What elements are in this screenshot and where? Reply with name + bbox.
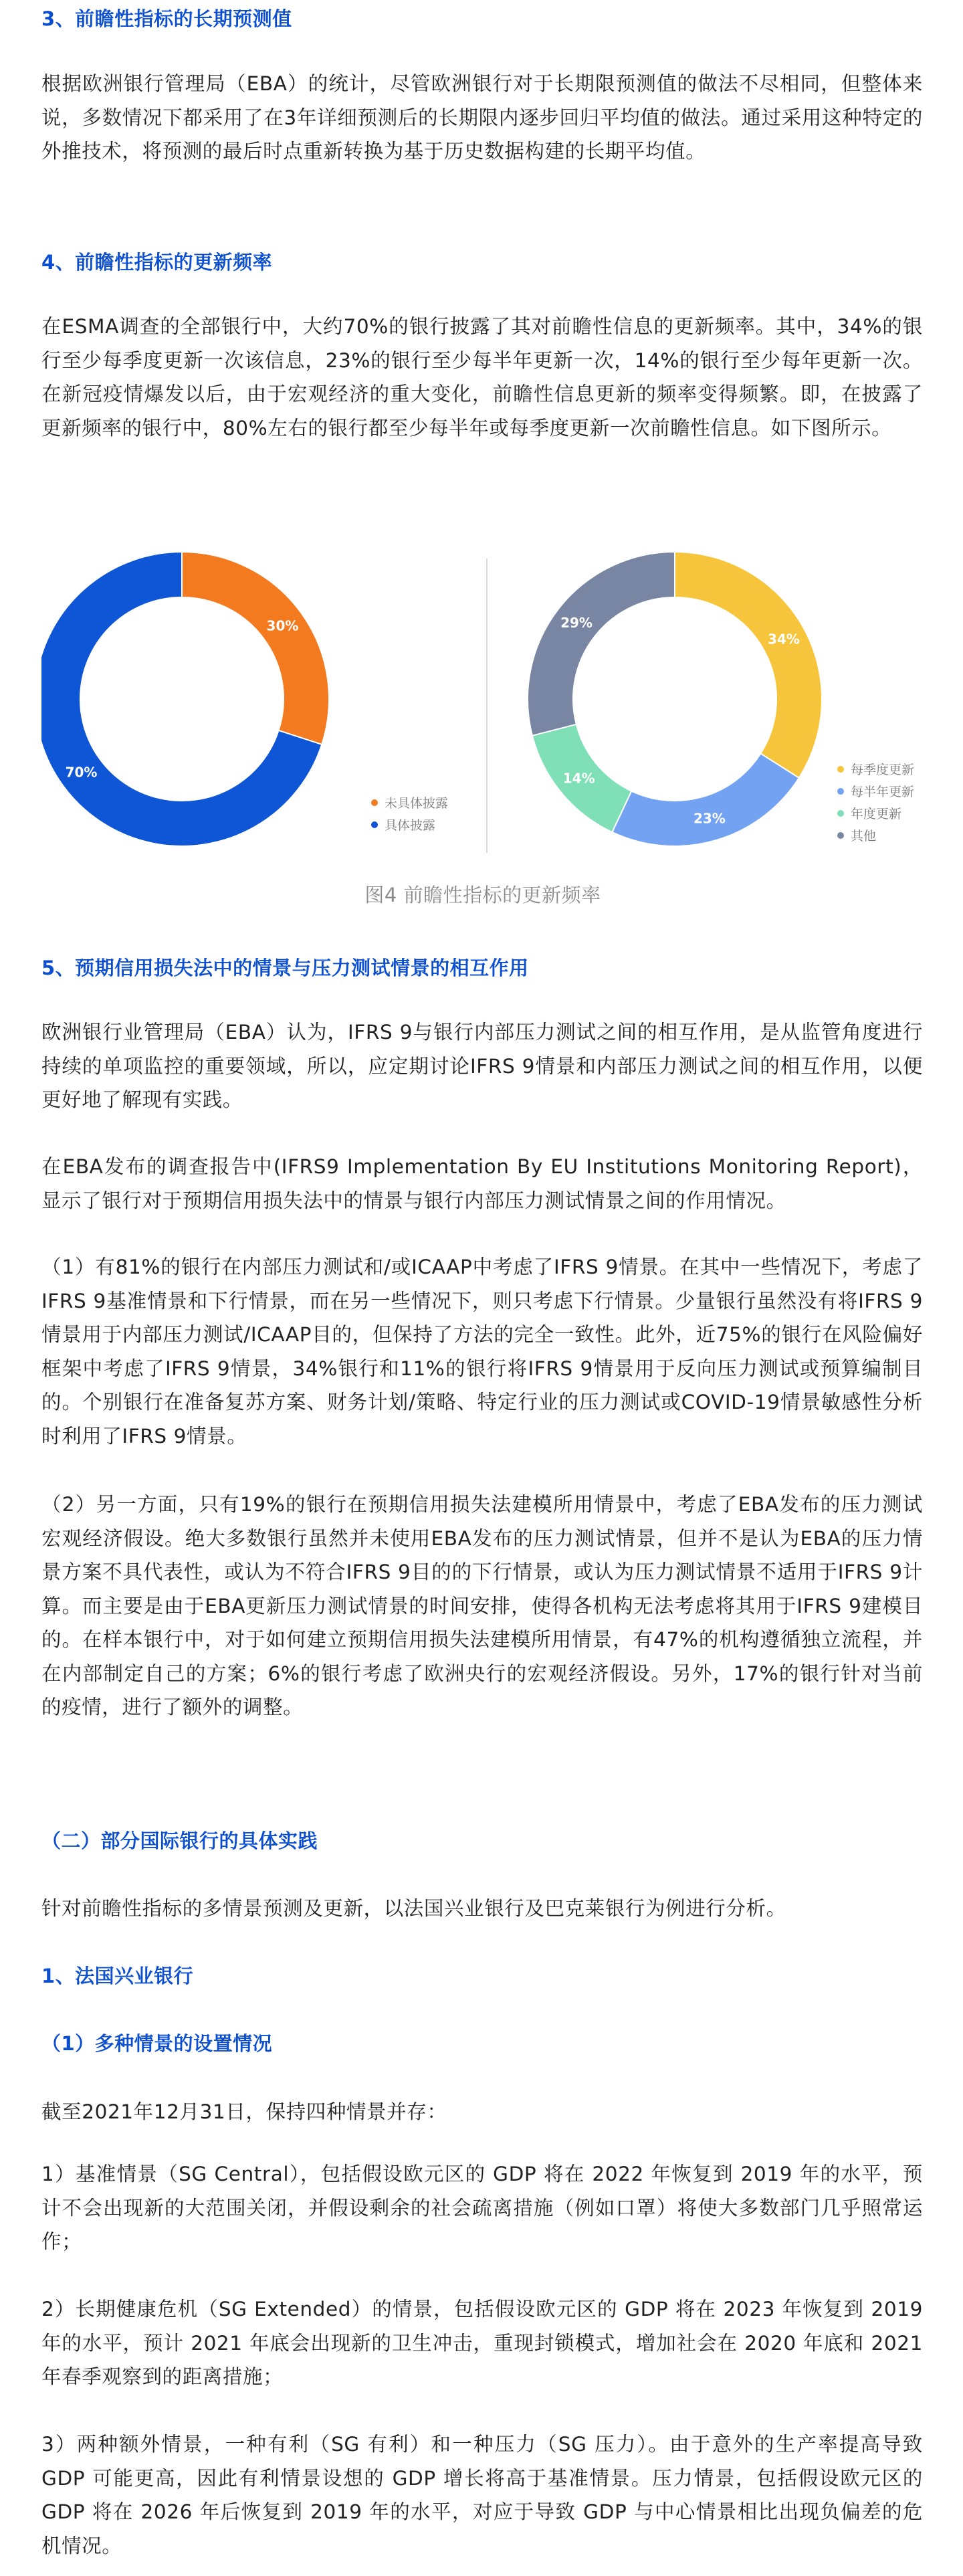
subsection-1-heading: 1、法国兴业银行 [41, 1965, 194, 1987]
section5-paragraph-1: 欧洲银行业管理局（EBA）认为，IFRS 9与银行内部压力测试之间的相互作用，是从监管角度进行持续的单项监控的重要领域，所以，应定期讨论IFRS 9情景和内部压力测试之间的相互作用，以便更好地了解现有实践。 [41, 1021, 923, 1111]
chart2-slice-label-3: 29% [560, 614, 593, 631]
chart2-slice-3 [528, 552, 675, 736]
chart1-slice-0 [182, 552, 329, 745]
chart2-slice-label-2: 14% [562, 770, 595, 787]
chart2-legend-marker-1 [837, 788, 844, 795]
section5-paragraph-3: （1）有81%的银行在内部压力测试和/或ICAAP中考虑了IFRS 9情景。在其中一些情况下，考虑了IFRS 9基准情景和下行情景，而在另一些情况下，则只考虑下行情景。少量银行虽然没有将IFRS 9情景用于内部压力测试/ICAAP目的，但保持了方法的完全一致性。此外，近75%的银行在风险偏好框架中考虑了IFRS 9情景，34%银行和11%的银行将IFRS 9情景用于反向压力测试或预算编制目的。个别银行在准备复苏方案、财务计划/策略、特定行业的压力测试或COVID-19情景敏感性分析时利用了IFRS 9情景。 [41, 1256, 923, 1448]
chart1-legend-marker-0 [371, 799, 378, 806]
scenario-1: 1）基准情景（SG Central），包括假设欧元区的 GDP 将在 2022 年恢复到 2019 年的水平，预计不会出现新的大范围关闭，并假设剩余的社会疏离措施（例如口罩）将使大多数部门几乎照常运作； [41, 2163, 923, 2253]
chart2-slice-1 [612, 753, 798, 846]
figure-donut-charts [41, 545, 924, 866]
donut-chart-frequency [528, 552, 914, 846]
section3-paragraph: 根据欧洲银行管理局（EBA）的统计，尽管欧洲银行对于长期限预测值的做法不尽相同，但整体来说，多数情况下都采用了在3年详细预测后的长期限内逐步回归平均值的做法。通过采用这种特定的外推技术，将预测的最后时点重新转换为基于历史数据构建的长期平均值。 [41, 72, 923, 163]
chart2-legend-marker-3 [837, 832, 844, 839]
subsection-1a-heading: （1）多种情景的设置情况 [41, 2032, 273, 2055]
chart1-legend-label-0: 未具体披露 [385, 796, 449, 811]
chart2-legend-marker-0 [837, 766, 844, 773]
chart2-legend-marker-2 [837, 810, 844, 817]
scenario-2: 2）长期健康危机（SG Extended）的情景，包括假设欧元区的 GDP 将在 2023 年恢复到 2019 年的水平，预计 2021 年底会出现新的卫生冲击，重现封锁模式，增加社会在 2020 年底和 2021 年春季观察到的距离措施； [41, 2298, 923, 2388]
chart2-slice-0 [675, 552, 822, 778]
part2-intro: 针对前瞻性指标的多情景预测及更新，以法国兴业银行及巴克莱银行为例进行分析。 [41, 1897, 786, 1920]
chart2-legend-label-3: 其他 [851, 829, 877, 844]
donut-chart-disclosure [41, 552, 448, 846]
part2-heading: （二）部分国际银行的具体实践 [41, 1829, 318, 1852]
chart1-legend-label-1: 具体披露 [385, 818, 436, 833]
section5-paragraph-2: 在EBA发布的调查报告中(IFRS9 Implementation By EU Institutions Monitoring Report)，显示了银行对于预期信用损失法中的情景与银行内部压力测试情景之间的作用情况。 [41, 1155, 923, 1212]
scenario-3: 3）两种额外情景，一种有利（SG 有利）和一种压力（SG 压力）。由于意外的生产率提高导致 GDP 可能更高，因此有利情景设想的 GDP 增长将高于基准情景。压力情景，包括假设欧元区的 GDP 将在 2026 年后恢复到 2019 年的水平，对应于导致 GDP 与中心情景相比出现负偏差的危机情况。 [41, 2433, 923, 2557]
chart2-slice-label-0: 34% [768, 631, 800, 648]
figure-caption: 图4 前瞻性指标的更新频率 [364, 884, 601, 906]
chart2-legend-label-2: 年度更新 [851, 807, 902, 821]
chart1-slice-label-0: 30% [266, 617, 299, 634]
section4-paragraph: 在ESMA调查的全部银行中，大约70%的银行披露了其对前瞻性信息的更新频率。其中，34%的银行至少每季度更新一次该信息，23%的银行至少每半年更新一次，14%的银行至少每年更新一次。在新冠疫情爆发以后，由于宏观经济的重大变化，前瞻性信息更新的频率变得频繁。即，在披露了更新频率的银行中，80%左右的银行都至少每半年或每季度更新一次前瞻性信息。如下图所示。 [41, 315, 923, 439]
chart1-legend-marker-1 [371, 821, 378, 828]
section4-heading: 4、前瞻性指标的更新频率 [41, 251, 273, 274]
chart1-slice-label-1: 70% [65, 764, 98, 781]
section5-paragraph-4: （2）另一方面，只有19%的银行在预期信用损失法建模所用情景中，考虑了EBA发布的压力测试宏观经济假设。绝大多数银行虽然并未使用EBA发布的压力测试情景，但并不是认为EBA的压力情景方案不具代表性，或认为不符合IFRS 9目的的下行情景，或认为压力测试情景不适用于IFRS 9计算。而主要是由于EBA更新压力测试情景的时间安排，使得各机构无法考虑将其用于IFRS 9建模目的。在样本银行中，对于如何建立预期信用损失法建模所用情景，有47%的机构遵循独立流程，并在内部制定自己的方案；6%的银行考虑了欧洲央行的宏观经济假设。另外，17%的银行针对当前的疫情，进行了额外的调整。 [41, 1493, 923, 1718]
section3-heading: 3、前瞻性指标的长期预测值 [41, 7, 292, 30]
chart2-legend-label-1: 每半年更新 [851, 785, 915, 799]
scenario-date-line: 截至2021年12月31日，保持四种情景并存： [41, 2100, 447, 2123]
section5-heading: 5、预期信用损失法中的情景与压力测试情景的相互作用 [41, 957, 529, 979]
chart2-legend-label-0: 每季度更新 [851, 763, 915, 777]
chart2-slice-label-1: 23% [693, 810, 726, 827]
